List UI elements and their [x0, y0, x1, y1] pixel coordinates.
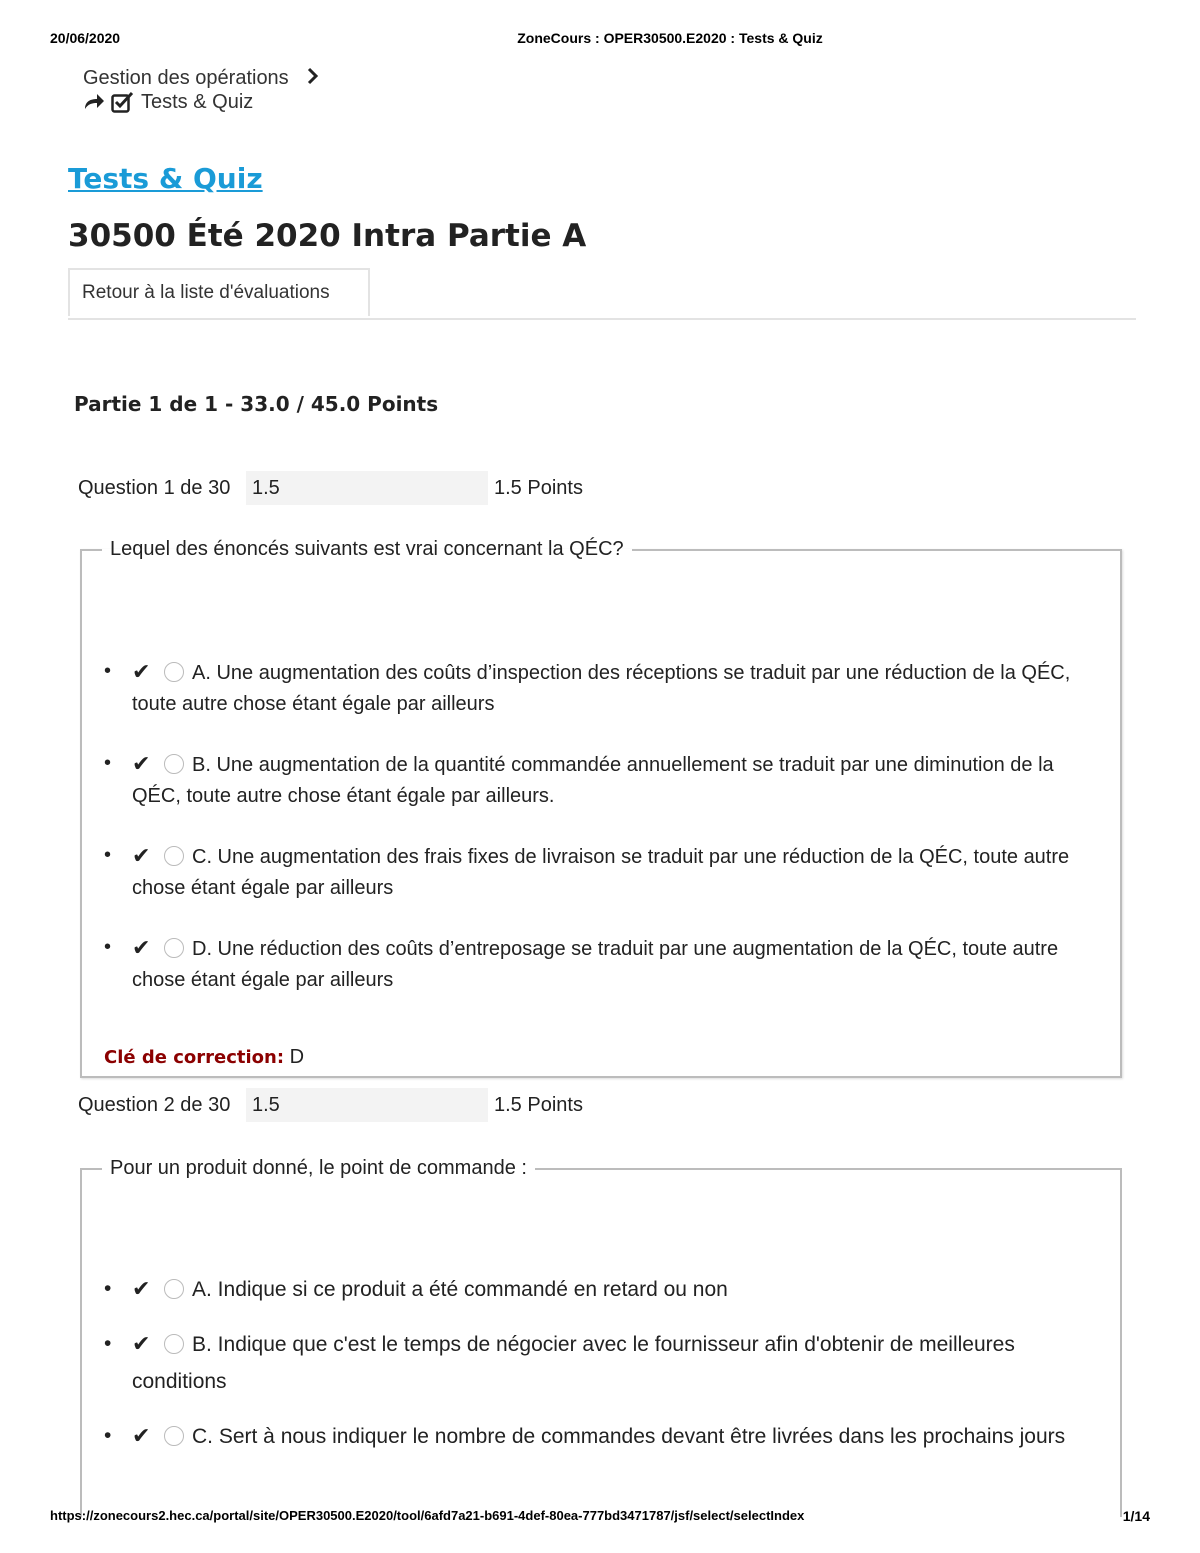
- radio-button[interactable]: [164, 938, 184, 958]
- answer-key: [104, 1046, 304, 1069]
- part-title: Partie 1 de 1 - 33.0 / 45.0 Points: [74, 392, 439, 416]
- question-prompt: Pour un produit donné, le point de commande :: [110, 1157, 527, 1179]
- arrow-icon: [83, 93, 105, 111]
- answer-key-value: D: [289, 1046, 305, 1068]
- score-input[interactable]: 1.5: [246, 471, 488, 505]
- checkmark-icon: ✔: [132, 935, 151, 960]
- chevron-right-icon: [307, 65, 319, 91]
- print-page-title: ZoneCours : OPER30500.E2020 : Tests & Quiz: [517, 30, 823, 46]
- question-header: [78, 1087, 583, 1123]
- question-label: Question 1 de 30: [78, 476, 231, 499]
- answer-text: A. Une augmentation des coûts d’inspection des réceptions se traduit par une réduction de la QÉC, toute autre chose étant égale par ailleurs: [132, 662, 1071, 715]
- checkmark-icon: ✔: [132, 843, 151, 868]
- checkmark-icon: ✔: [132, 1331, 151, 1356]
- checkmark-icon: ✔: [132, 1276, 151, 1301]
- print-header: [0, 30, 1200, 50]
- nav-tabbar: [68, 268, 1136, 320]
- radio-button[interactable]: [164, 846, 184, 866]
- radio-button[interactable]: [164, 662, 184, 682]
- radio-button[interactable]: [164, 1279, 184, 1299]
- print-page-number: 1/14: [1122, 1508, 1150, 1524]
- page-title: 30500 Été 2020 Intra Partie A: [68, 218, 587, 254]
- question-prompt: Lequel des énoncés suivants est vrai concernant la QÉC?: [110, 538, 624, 560]
- answer-text: D. Une réduction des coûts d’entreposage se traduit par une augmentation de la QÉC, toute autre chose étant égale par ailleurs: [132, 938, 1059, 991]
- question-label: Question 2 de 30: [78, 1093, 231, 1116]
- radio-button[interactable]: [164, 1334, 184, 1354]
- answer-list: [104, 1270, 1104, 1472]
- question-header: [78, 470, 583, 506]
- score-input[interactable]: 1.5: [246, 1088, 488, 1122]
- answer-text: B. Une augmentation de la quantité commandée annuellement se traduit par une diminution de la QÉC, toute autre chose étant égale par ailleurs.: [132, 754, 1054, 807]
- checkbox-icon: [111, 91, 135, 113]
- answer-key-label: Clé de correction:: [104, 1047, 285, 1068]
- answer-item: [104, 932, 1104, 996]
- bullet-icon: •: [104, 1277, 112, 1300]
- answer-text: B. Indique que c'est le temps de négocier avec le fournisseur afin d'obtenir de meilleures conditions: [132, 1333, 1015, 1393]
- question-box: [80, 1157, 1122, 1517]
- answer-list: [104, 656, 1104, 1024]
- checkmark-icon: ✔: [132, 659, 151, 684]
- answer-text: C. Sert à nous indiquer le nombre de commandes devant être livrées dans les prochains jours: [192, 1425, 1066, 1448]
- tool-title-link[interactable]: Tests & Quiz: [68, 162, 263, 195]
- bullet-icon: •: [104, 752, 112, 774]
- print-date: 20/06/2020: [50, 30, 121, 46]
- question-points: 1.5 Points: [494, 476, 583, 499]
- bullet-icon: •: [104, 1424, 112, 1447]
- back-to-list-button[interactable]: Retour à la liste d'évaluations: [68, 268, 370, 316]
- answer-item: [104, 1417, 1104, 1455]
- bullet-icon: •: [104, 660, 112, 682]
- question-box: [80, 538, 1122, 1078]
- radio-button[interactable]: [164, 754, 184, 774]
- answer-text: C. Une augmentation des frais fixes de livraison se traduit par une réduction de la QÉC, toute autre chose étant égale par ailleurs: [132, 846, 1070, 899]
- answer-item: [104, 840, 1104, 904]
- breadcrumb-tool-label: Tests & Quiz: [141, 90, 254, 113]
- answer-item: [104, 1270, 1104, 1308]
- breadcrumb-site-link[interactable]: Gestion des opérations: [83, 66, 289, 89]
- answer-item: [104, 1325, 1104, 1400]
- bullet-icon: •: [104, 936, 112, 958]
- radio-button[interactable]: [164, 1426, 184, 1446]
- checkmark-icon: ✔: [132, 751, 151, 776]
- checkmark-icon: ✔: [132, 1423, 151, 1448]
- bullet-icon: •: [104, 1332, 112, 1355]
- breadcrumb: [83, 66, 319, 114]
- bullet-icon: •: [104, 844, 112, 866]
- answer-text: A. Indique si ce produit a été commandé en retard ou non: [192, 1278, 728, 1301]
- print-footer: [0, 1508, 1200, 1528]
- answer-item: [104, 656, 1104, 720]
- answer-item: [104, 748, 1104, 812]
- question-points: 1.5 Points: [494, 1093, 583, 1116]
- print-url: https://zonecours2.hec.ca/portal/site/OPER30500.E2020/tool/6afd7a21-b691-4def-80ea-777bd3471787/jsf/select/selectIndex: [50, 1508, 805, 1523]
